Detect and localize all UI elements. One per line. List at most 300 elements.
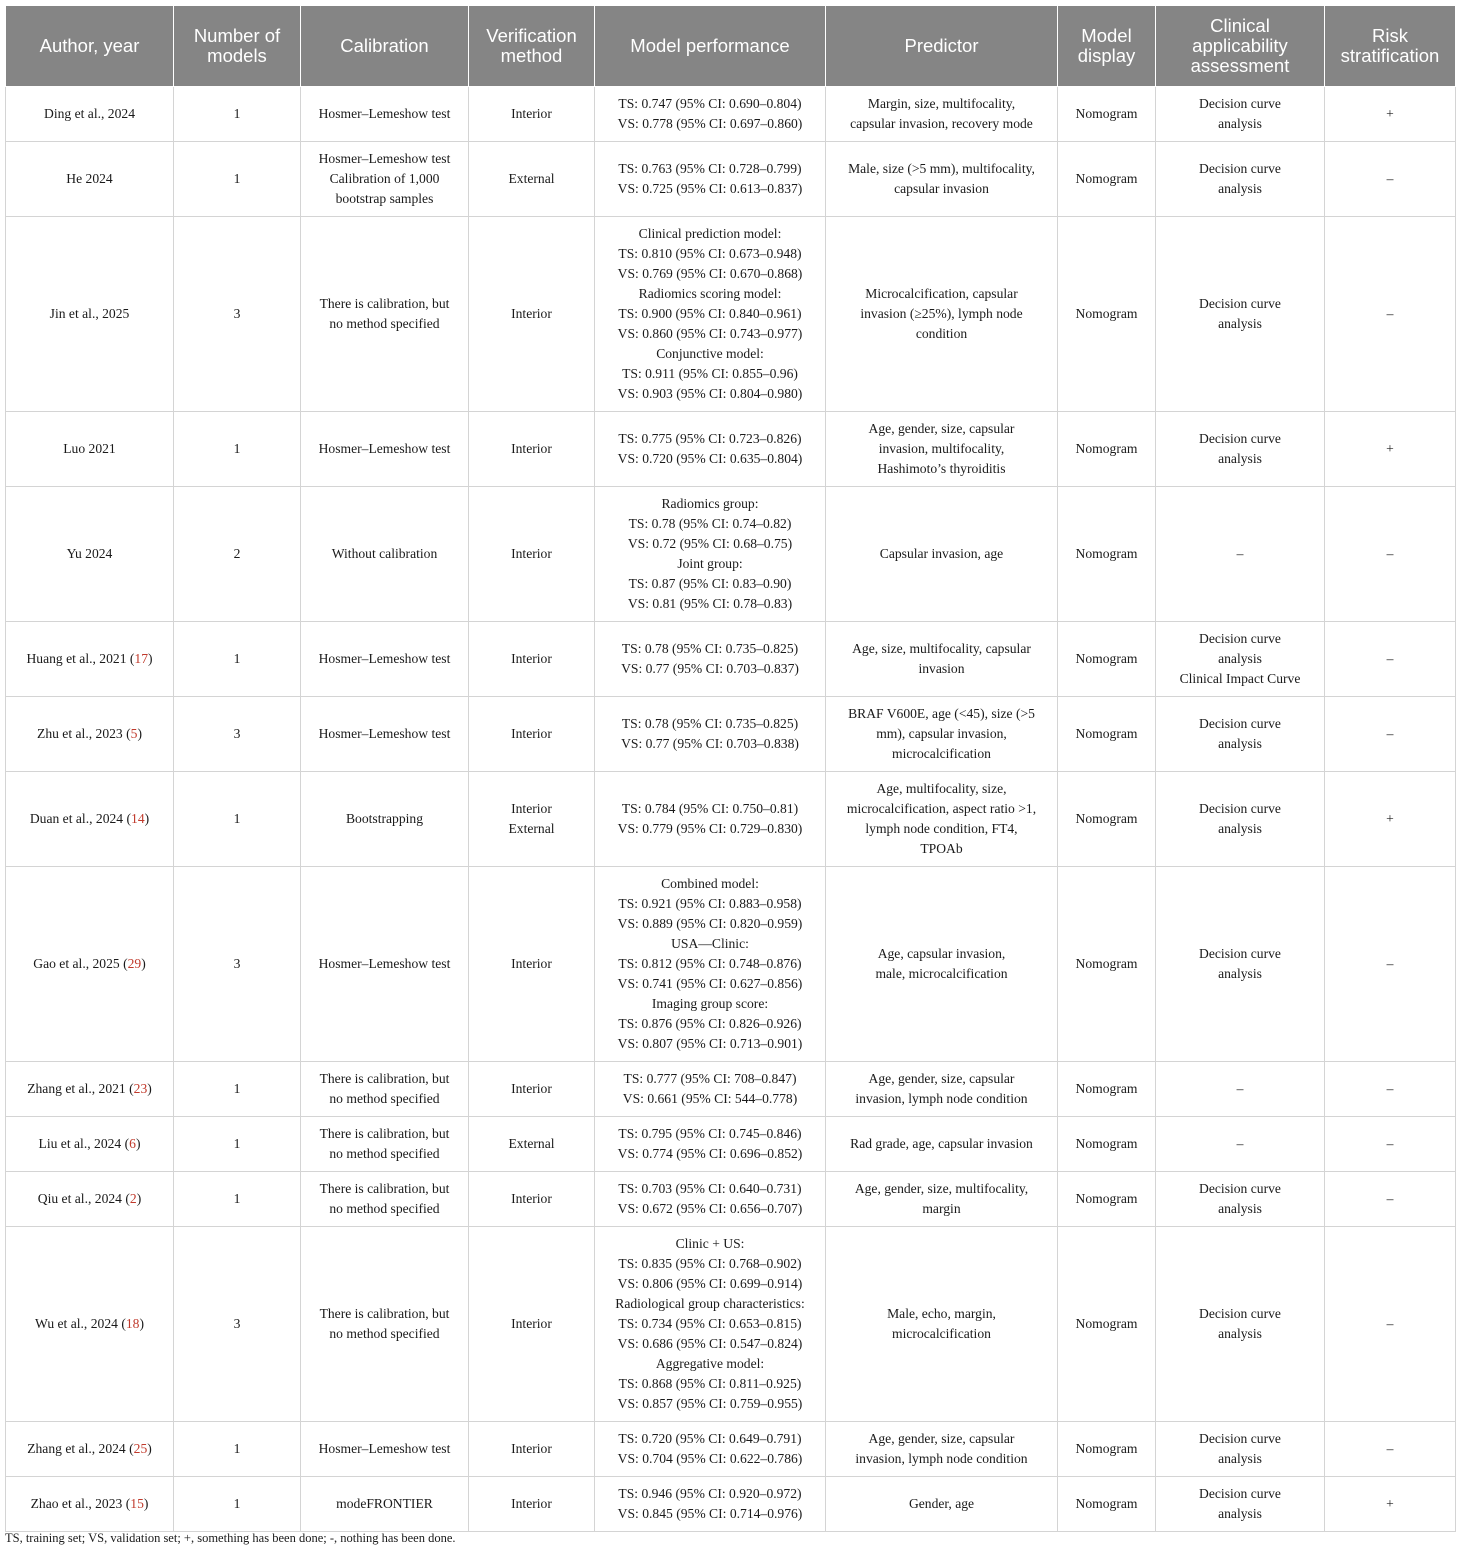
header-line: Predictor <box>904 35 979 56</box>
calibration-cell <box>301 1062 469 1117</box>
cell-line: Age, gender, size, capsular <box>868 421 1015 436</box>
author-name: Luo 2021 <box>63 441 116 456</box>
cell-line: analysis <box>1218 966 1262 981</box>
display-cell <box>1058 1172 1156 1227</box>
cell-line: 1 <box>233 1496 241 1511</box>
cell-line: VS: 0.725 (95% CI: 0.613–0.837) <box>617 181 803 196</box>
predictor-cell <box>826 1117 1058 1172</box>
models-count-cell <box>174 867 301 1062</box>
table-row <box>6 412 1456 487</box>
cell-line: TS: 0.720 (95% CI: 0.649–0.791) <box>618 1431 802 1446</box>
cell-line: TS: 0.78 (95% CI: 0.74–0.82) <box>628 516 792 531</box>
calibration-cell <box>301 1422 469 1477</box>
table-row <box>6 1172 1456 1227</box>
cell-line: External <box>508 171 555 186</box>
cell-line: VS: 0.72 (95% CI: 0.68–0.75) <box>627 536 793 551</box>
display-cell <box>1058 867 1156 1062</box>
author-name: He 2024 <box>66 171 113 186</box>
cell-line: analysis <box>1218 736 1262 751</box>
performance-cell <box>595 1227 826 1422</box>
cell-line: Gender, age <box>908 1496 975 1511</box>
display-cell <box>1058 622 1156 697</box>
cell-line: VS: 0.857 (95% CI: 0.759–0.955) <box>617 1396 803 1411</box>
header-line: stratification <box>1340 45 1440 66</box>
author-name: Zhu et al., 2023 ( <box>37 726 131 741</box>
cell-line: Male, echo, margin, <box>887 1306 996 1321</box>
cell-line: Clinical prediction model: <box>638 226 782 241</box>
cell-line: Decision curve <box>1199 1486 1281 1501</box>
author-cell <box>6 772 174 867</box>
author-text <box>9 1439 170 1459</box>
cell-line: Nomogram <box>1075 651 1138 666</box>
predictor-cell <box>826 1172 1058 1227</box>
performance-cell <box>595 1062 826 1117</box>
cell-line: analysis <box>1218 1506 1262 1521</box>
author-text <box>9 1134 170 1154</box>
cell-line: – <box>1386 1316 1394 1331</box>
risk-cell <box>1325 867 1456 1062</box>
performance-cell <box>595 1172 826 1227</box>
cell-line: 1 <box>233 811 241 826</box>
table-row <box>6 142 1456 217</box>
calibration-cell <box>301 697 469 772</box>
predictor-cell <box>826 1422 1058 1477</box>
reference-link[interactable]: 5 <box>130 726 138 741</box>
reference-link[interactable]: 18 <box>125 1316 140 1331</box>
clinical-assessment-cell <box>1156 867 1325 1062</box>
calibration-cell <box>301 622 469 697</box>
verification-cell <box>469 697 595 772</box>
author-name: Qiu et al., 2024 ( <box>37 1191 130 1206</box>
cell-line: 2 <box>233 546 241 561</box>
cell-line: VS: 0.889 (95% CI: 0.820–0.959) <box>617 916 803 931</box>
cell-line: – <box>1236 546 1244 561</box>
risk-cell <box>1325 142 1456 217</box>
cell-line: Hashimoto’s thyroiditis <box>877 461 1006 476</box>
cell-line: TS: 0.775 (95% CI: 0.723–0.826) <box>618 431 802 446</box>
author-cell <box>6 487 174 622</box>
cell-line: Calibration of 1,000 <box>329 171 440 186</box>
predictor-cell <box>826 772 1058 867</box>
clinical-assessment-cell <box>1156 697 1325 772</box>
cell-line: TPOAb <box>920 841 963 856</box>
reference-close: ) <box>139 1316 144 1331</box>
cell-line: Radiomics scoring model: <box>638 286 782 301</box>
clinical-assessment-cell <box>1156 412 1325 487</box>
author-cell <box>6 217 174 412</box>
cell-line: – <box>1386 726 1394 741</box>
predictor-cell <box>826 1227 1058 1422</box>
cell-line: 1 <box>233 1081 241 1096</box>
performance-cell <box>595 217 826 412</box>
cell-line: TS: 0.78 (95% CI: 0.735–0.825) <box>621 716 799 731</box>
cell-line: TS: 0.763 (95% CI: 0.728–0.799) <box>618 161 802 176</box>
cell-line: TS: 0.747 (95% CI: 0.690–0.804) <box>618 96 802 111</box>
risk-cell <box>1325 217 1456 412</box>
author-name: Wu et al., 2024 ( <box>35 1316 126 1331</box>
cell-line: VS: 0.720 (95% CI: 0.635–0.804) <box>617 451 803 466</box>
cell-line: VS: 0.77 (95% CI: 0.703–0.837) <box>621 661 799 676</box>
cell-line: Interior <box>511 106 552 121</box>
clinical-assessment-cell <box>1156 1422 1325 1477</box>
cell-line: 1 <box>233 1191 241 1206</box>
performance-cell <box>595 1477 826 1532</box>
calibration-cell <box>301 1477 469 1532</box>
performance-cell <box>595 1422 826 1477</box>
cell-line: Interior <box>511 1496 552 1511</box>
cell-line: Nomogram <box>1075 1191 1138 1206</box>
predictor-cell <box>826 487 1058 622</box>
cell-line: USA—Clinic: <box>671 936 749 951</box>
cell-line: capsular invasion <box>894 181 989 196</box>
author-text <box>9 649 170 669</box>
author-name: Gao et al., 2025 ( <box>33 956 128 971</box>
author-cell <box>6 867 174 1062</box>
clinical-assessment-cell <box>1156 1227 1325 1422</box>
cell-line: VS: 0.769 (95% CI: 0.670–0.868) <box>617 266 803 281</box>
cell-line: Interior <box>511 801 552 816</box>
cell-line: There is calibration, but <box>319 1306 450 1321</box>
risk-cell <box>1325 697 1456 772</box>
cell-line: Nomogram <box>1075 811 1138 826</box>
calibration-cell <box>301 487 469 622</box>
cell-line: Nomogram <box>1075 1136 1138 1151</box>
cell-line: invasion (≥25%), lymph node <box>860 306 1023 321</box>
cell-line: Interior <box>511 956 552 971</box>
cell-line: Nomogram <box>1075 546 1138 561</box>
author-cell <box>6 87 174 142</box>
cell-line: Age, gender, size, capsular <box>868 1431 1015 1446</box>
cell-line: Decision curve <box>1199 716 1281 731</box>
verification-cell <box>469 217 595 412</box>
cell-line: + <box>1386 1496 1394 1511</box>
author-text <box>9 304 170 324</box>
author-cell <box>6 1422 174 1477</box>
cell-line: Interior <box>511 651 552 666</box>
author-text <box>9 544 170 564</box>
cell-line: External <box>508 1136 555 1151</box>
cell-line: Hosmer–Lemeshow test <box>318 956 451 971</box>
models-count-cell <box>174 772 301 867</box>
cell-line: VS: 0.807 (95% CI: 0.713–0.901) <box>617 1036 803 1051</box>
calibration-header <box>301 6 469 87</box>
display-cell <box>1058 1062 1156 1117</box>
table-row <box>6 1227 1456 1422</box>
cell-line: Interior <box>511 546 552 561</box>
clinical-assessment-cell <box>1156 1477 1325 1532</box>
cell-line: Decision curve <box>1199 161 1281 176</box>
predictor-cell <box>826 87 1058 142</box>
risk-stratification-header <box>1325 6 1456 87</box>
cell-line: TS: 0.784 (95% CI: 0.750–0.81) <box>621 801 799 816</box>
cell-line: TS: 0.812 (95% CI: 0.748–0.876) <box>618 956 802 971</box>
cell-line: 1 <box>233 1136 241 1151</box>
header-line: Clinical <box>1210 15 1270 36</box>
cell-line: Age, multifocality, size, <box>876 781 1007 796</box>
author-text <box>9 1079 170 1099</box>
cell-line: + <box>1386 811 1394 826</box>
model-comparison-table <box>5 5 1456 1532</box>
risk-cell <box>1325 772 1456 867</box>
cell-line: TS: 0.868 (95% CI: 0.811–0.925) <box>618 1376 802 1391</box>
table-row <box>6 1062 1456 1117</box>
verification-cell <box>469 1422 595 1477</box>
reference-link[interactable]: 17 <box>134 651 149 666</box>
display-cell <box>1058 772 1156 867</box>
calibration-cell <box>301 142 469 217</box>
cell-line: no method specified <box>329 1091 440 1106</box>
cell-line: bootstrap samples <box>335 191 434 206</box>
reference-link[interactable]: 6 <box>129 1136 136 1151</box>
reference-link[interactable]: 23 <box>133 1081 148 1096</box>
cell-line: Nomogram <box>1075 441 1138 456</box>
models-count-cell <box>174 87 301 142</box>
cell-line: TS: 0.900 (95% CI: 0.840–0.961) <box>618 306 802 321</box>
verification-method-header <box>469 6 595 87</box>
clinical-applicability-header <box>1156 6 1325 87</box>
author-text <box>9 1189 170 1209</box>
header-line: applicability <box>1192 35 1288 56</box>
reference-link[interactable]: 29 <box>127 956 142 971</box>
cell-line: TS: 0.911 (95% CI: 0.855–0.96) <box>622 366 798 381</box>
cell-line: VS: 0.806 (95% CI: 0.699–0.914) <box>617 1276 803 1291</box>
author-name: Jin et al., 2025 <box>49 306 130 321</box>
cell-line: Decision curve <box>1199 1181 1281 1196</box>
cell-line: Aggregative model: <box>655 1356 765 1371</box>
cell-line: capsular invasion, recovery mode <box>850 116 1033 131</box>
cell-line: – <box>1386 1191 1394 1206</box>
reference-link[interactable]: 14 <box>131 811 145 826</box>
risk-cell <box>1325 1117 1456 1172</box>
display-cell <box>1058 217 1156 412</box>
cell-line: Nomogram <box>1075 726 1138 741</box>
cell-line: Nomogram <box>1075 306 1138 321</box>
display-cell <box>1058 87 1156 142</box>
display-cell <box>1058 487 1156 622</box>
cell-line: VS: 0.779 (95% CI: 0.729–0.830) <box>617 821 803 836</box>
cell-line: analysis <box>1218 116 1262 131</box>
cell-line: microcalcification <box>892 746 991 761</box>
models-count-cell <box>174 1477 301 1532</box>
cell-line: TS: 0.946 (95% CI: 0.920–0.972) <box>618 1486 802 1501</box>
cell-line: VS: 0.661 (95% CI: 544–0.778) <box>622 1091 798 1106</box>
author-text <box>9 104 170 124</box>
reference-close: ) <box>141 956 146 971</box>
author-cell <box>6 1477 174 1532</box>
cell-line: Interior <box>511 1191 552 1206</box>
cell-line: TS: 0.78 (95% CI: 0.735–0.825) <box>621 641 799 656</box>
cell-line: – <box>1386 171 1394 186</box>
cell-line: Microcalcification, capsular <box>865 286 1018 301</box>
reference-link[interactable]: 15 <box>130 1496 144 1511</box>
cell-line: Nomogram <box>1075 1441 1138 1456</box>
performance-cell <box>595 772 826 867</box>
risk-cell <box>1325 1477 1456 1532</box>
clinical-assessment-cell <box>1156 217 1325 412</box>
risk-cell <box>1325 487 1456 622</box>
cell-line: Interior <box>511 1081 552 1096</box>
performance-cell <box>595 142 826 217</box>
cell-line: Hosmer–Lemeshow test <box>318 106 451 121</box>
reference-link[interactable]: 25 <box>133 1441 148 1456</box>
reference-close: ) <box>136 1191 142 1206</box>
verification-cell <box>469 1172 595 1227</box>
table-row <box>6 867 1456 1062</box>
calibration-cell <box>301 1117 469 1172</box>
table-row <box>6 622 1456 697</box>
cell-line: Hosmer–Lemeshow test <box>318 151 451 166</box>
cell-line: There is calibration, but <box>319 1126 450 1141</box>
table-row <box>6 87 1456 142</box>
performance-cell <box>595 867 826 1062</box>
risk-cell <box>1325 622 1456 697</box>
cell-line: TS: 0.734 (95% CI: 0.653–0.815) <box>618 1316 802 1331</box>
cell-line: Clinic + US: <box>675 1236 745 1251</box>
cell-line: There is calibration, but <box>319 1181 450 1196</box>
cell-line: 1 <box>233 441 241 456</box>
reference-close: ) <box>143 1496 149 1511</box>
author-cell <box>6 697 174 772</box>
header-line: Model <box>1081 25 1132 46</box>
cell-line: – <box>1386 306 1394 321</box>
risk-cell <box>1325 412 1456 487</box>
header-row <box>6 6 1456 87</box>
reference-link[interactable]: 2 <box>129 1191 137 1206</box>
cell-line: analysis <box>1218 316 1262 331</box>
table-header <box>6 6 1456 87</box>
cell-line: 3 <box>233 726 241 741</box>
display-cell <box>1058 142 1156 217</box>
cell-line: Capsular invasion, age <box>879 546 1004 561</box>
cell-line: no method specified <box>329 1326 440 1341</box>
number-of-models-header <box>174 6 301 87</box>
author-year-header <box>6 6 174 87</box>
display-cell <box>1058 697 1156 772</box>
reference-close: ) <box>147 1081 152 1096</box>
verification-cell <box>469 867 595 1062</box>
cell-line: VS: 0.704 (95% CI: 0.622–0.786) <box>617 1451 803 1466</box>
cell-line: invasion, lymph node condition <box>855 1451 1028 1466</box>
verification-cell <box>469 87 595 142</box>
author-cell <box>6 142 174 217</box>
predictor-cell <box>826 622 1058 697</box>
display-cell <box>1058 1227 1156 1422</box>
cell-line: Radiomics group: <box>661 496 759 511</box>
cell-line: BRAF V600E, age (<45), size (>5 <box>848 706 1035 721</box>
cell-line: analysis <box>1218 1201 1262 1216</box>
cell-line: External <box>508 821 555 836</box>
cell-line: – <box>1386 651 1394 666</box>
header-line: method <box>500 45 563 66</box>
model-performance-header <box>595 6 826 87</box>
table-row <box>6 487 1456 622</box>
cell-line: Interior <box>511 306 552 321</box>
cell-line: mm), capsular invasion, <box>876 726 1007 741</box>
reference-close: ) <box>147 1441 152 1456</box>
models-count-cell <box>174 412 301 487</box>
display-cell <box>1058 1117 1156 1172</box>
predictor-cell <box>826 1477 1058 1532</box>
cell-line: invasion <box>918 661 965 676</box>
verification-cell <box>469 1227 595 1422</box>
verification-cell <box>469 1117 595 1172</box>
cell-line: Male, size (>5 mm), multifocality, <box>848 161 1035 176</box>
cell-line: Nomogram <box>1075 956 1138 971</box>
models-count-cell <box>174 1117 301 1172</box>
author-cell <box>6 622 174 697</box>
cell-line: Without calibration <box>331 546 438 561</box>
verification-cell <box>469 622 595 697</box>
cell-line: VS: 0.81 (95% CI: 0.78–0.83) <box>627 596 793 611</box>
cell-line: VS: 0.845 (95% CI: 0.714–0.976) <box>617 1506 803 1521</box>
risk-cell <box>1325 1172 1456 1227</box>
cell-line: analysis <box>1218 1451 1262 1466</box>
verification-cell <box>469 772 595 867</box>
model-display-header <box>1058 6 1156 87</box>
models-count-cell <box>174 487 301 622</box>
cell-line: – <box>1386 1441 1394 1456</box>
models-count-cell <box>174 217 301 412</box>
cell-line: Radiological group characteristics: <box>615 1296 805 1311</box>
predictor-cell <box>826 412 1058 487</box>
author-text <box>9 169 170 189</box>
cell-line: TS: 0.835 (95% CI: 0.768–0.902) <box>618 1256 802 1271</box>
predictor-header <box>826 6 1058 87</box>
cell-line: – <box>1236 1081 1244 1096</box>
models-count-cell <box>174 1062 301 1117</box>
cell-line: Interior <box>511 1316 552 1331</box>
display-cell <box>1058 412 1156 487</box>
author-cell <box>6 1172 174 1227</box>
predictor-cell <box>826 867 1058 1062</box>
cell-line: 1 <box>233 106 241 121</box>
performance-cell <box>595 697 826 772</box>
author-cell <box>6 412 174 487</box>
cell-line: 1 <box>233 1441 241 1456</box>
performance-cell <box>595 622 826 697</box>
display-cell <box>1058 1477 1156 1532</box>
author-name: Duan et al., 2024 ( <box>29 811 132 826</box>
performance-cell <box>595 412 826 487</box>
clinical-assessment-cell <box>1156 87 1325 142</box>
verification-cell <box>469 142 595 217</box>
author-name: Yu 2024 <box>66 546 113 561</box>
calibration-cell <box>301 867 469 1062</box>
cell-line: Decision curve <box>1199 296 1281 311</box>
clinical-assessment-cell <box>1156 622 1325 697</box>
cell-line: TS: 0.703 (95% CI: 0.640–0.731) <box>618 1181 802 1196</box>
cell-line: margin <box>922 1201 961 1216</box>
table-row <box>6 1477 1456 1532</box>
reference-close: ) <box>135 1136 141 1151</box>
cell-line: + <box>1386 441 1394 456</box>
cell-line: VS: 0.77 (95% CI: 0.703–0.838) <box>621 736 799 751</box>
clinical-assessment-cell <box>1156 1062 1325 1117</box>
author-text <box>9 1494 170 1514</box>
calibration-cell <box>301 772 469 867</box>
cell-line: analysis <box>1218 181 1262 196</box>
cell-line: analysis <box>1218 451 1262 466</box>
cell-line: – <box>1236 1136 1244 1151</box>
cell-line: TS: 0.777 (95% CI: 708–0.847) <box>623 1071 797 1086</box>
cell-line: VS: 0.686 (95% CI: 0.547–0.824) <box>617 1336 803 1351</box>
author-text <box>9 954 170 974</box>
cell-line: Age, capsular invasion, <box>877 946 1006 961</box>
cell-line: Nomogram <box>1075 1081 1138 1096</box>
cell-line: no method specified <box>329 1146 440 1161</box>
clinical-assessment-cell <box>1156 142 1325 217</box>
clinical-assessment-cell <box>1156 1172 1325 1227</box>
